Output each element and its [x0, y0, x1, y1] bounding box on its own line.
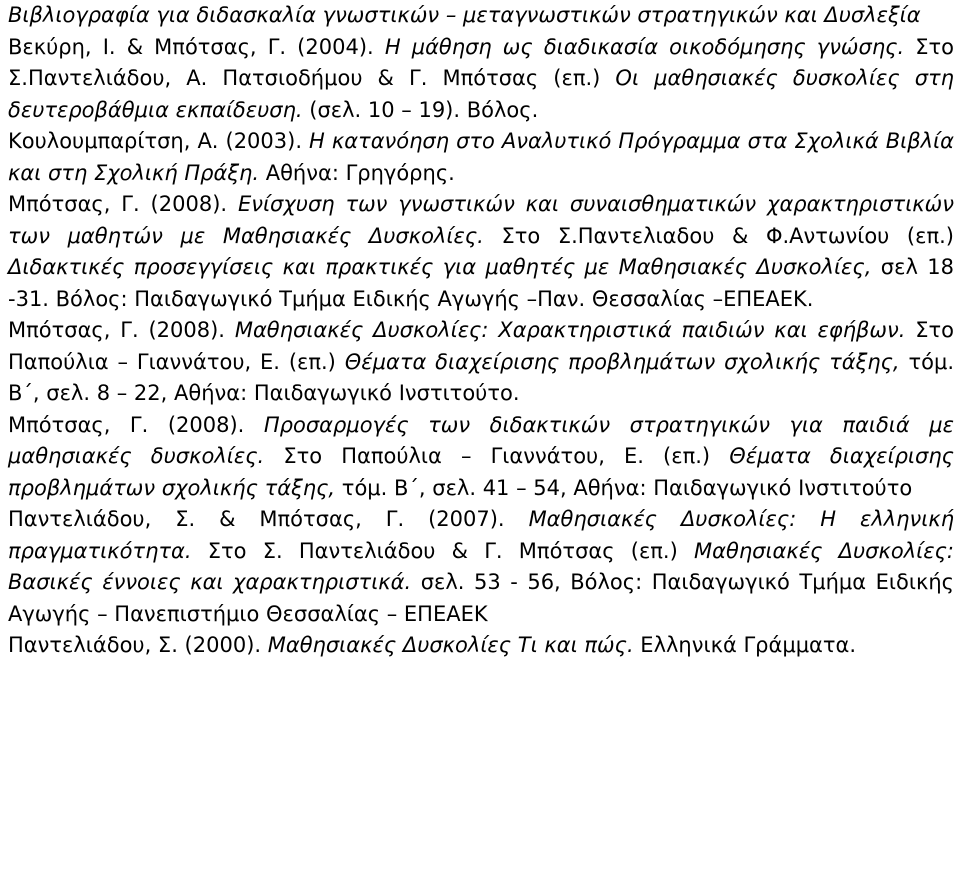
reference-entry: [8, 504, 954, 630]
reference-author: Μπότσας, Γ. (2008).: [8, 318, 235, 342]
reference-pages: τόμ. Β΄, σελ. 8 – 22, Αθήνα: Παιδαγωγικό Ινστιτούτο.: [8, 349, 955, 405]
reference-title: Η μάθηση ως διαδικασία οικοδόμησης γνώσης.: [384, 34, 905, 59]
reference-source: Στο Σ. Παντελιάδου & Γ. Μπότσας (επ.): [191, 538, 695, 563]
reference-author: Μπότσας, Γ. (2008).: [8, 192, 238, 216]
reference-author: Μπότσας, Γ. (2008).: [8, 412, 264, 437]
reference-source: Στο Παπούλια – Γιαννάτου, Ε. (επ.): [8, 318, 955, 374]
reference-source: Στο Σ.Παντελιάδου, Α. Πατσιοδήμου & Γ. Μπότσας (επ.): [8, 34, 955, 90]
reference-list: [8, 32, 954, 662]
reference-pages: σελ 18 -31. Βόλος: Παιδαγωγικό Τμήμα Ειδικής Αγωγής –Παν. Θεσσαλίας –ΕΠΕΑΕΚ.: [8, 255, 955, 311]
reference-book: Οι μαθησιακές δυσκολίες στη δευτεροβάθμια εκπαίδευση.: [8, 66, 954, 122]
reference-pages: σελ. 53 - 56, Βόλος: Παιδαγωγικό Τμήμα Ειδικής Αγωγής – Πανεπιστήμιο Θεσσαλίας – ΕΠΕΑΕΚ: [8, 570, 954, 626]
reference-author: Κουλουμπαρίτση, Α. (2003).: [8, 129, 310, 153]
reference-author: Παντελιάδου, Σ. & Μπότσας, Γ. (2007).: [8, 507, 529, 531]
reference-source: Αθήνα: Γρηγόρης.: [259, 160, 455, 185]
reference-author: Βεκύρη, Ι. & Μπότσας, Γ. (2004).: [8, 34, 385, 59]
reference-entry: [8, 126, 954, 189]
reference-entry: [8, 630, 954, 662]
reference-source: Ελληνικά Γράμματα.: [633, 633, 857, 657]
reference-title: Μαθησιακές Δυσκολίες Τι και πώς.: [267, 633, 634, 657]
reference-title: Ενίσχυση των γνωστικών και συναισθηματικών χαρακτηριστικών των μαθητών με Μαθησιακές Δυσκολίες.: [8, 192, 954, 248]
reference-entry: [8, 189, 954, 315]
reference-book: Θέματα διαχείρισης προβλημάτων σχολικής τάξης,: [344, 349, 900, 374]
reference-source: Στο Σ.Παντελιαδου & Φ.Αντωνίου (επ.): [483, 223, 954, 248]
reference-source: Στο Παπούλια – Γιαννάτου, Ε. (επ.): [264, 444, 730, 468]
reference-title: Η κατανόηση στο Αναλυτικό Πρόγραμμα στα Σχολικά Βιβλία και στη Σχολική Πράξη.: [8, 129, 954, 185]
bibliography-document: [8, 0, 954, 662]
reference-book: Θέματα διαχείρισης προβλημάτων σχολικής τάξης,: [8, 444, 954, 500]
reference-title: Μαθησιακές Δυσκολίες: Η ελληνική πραγματικότητα.: [8, 507, 955, 563]
reference-title: Μαθησιακές Δυσκολίες: Χαρακτηριστικά παιδιών και εφήβων.: [234, 318, 906, 342]
reference-title: Προσαρμογές των διδακτικών στρατηγικών για παιδιά με μαθησιακές δυσκολίες.: [8, 412, 954, 468]
reference-pages: τόμ. Β΄, σελ. 41 – 54, Αθήνα: Παιδαγωγικό Ινστιτούτο: [335, 475, 913, 500]
reference-book: Διδακτικές προσεγγίσεις και πρακτικές για μαθητές με Μαθησιακές Δυσκολίες,: [8, 255, 872, 279]
bibliography-title: Βιβλιογραφία για διδασκαλία γνωστικών – μεταγνωστικών στρατηγικών και Δυσλεξία: [8, 3, 921, 27]
reference-pages: (σελ. 10 – 19). Βόλος.: [302, 97, 539, 122]
reference-entry: [8, 315, 954, 410]
reference-entry: [8, 410, 954, 505]
reference-entry: [8, 32, 954, 127]
reference-book: Μαθησιακές Δυσκολίες: Βασικές έννοιες και χαρακτηριστικά.: [8, 538, 954, 594]
reference-author: Παντελιάδου, Σ. (2000).: [8, 633, 268, 657]
